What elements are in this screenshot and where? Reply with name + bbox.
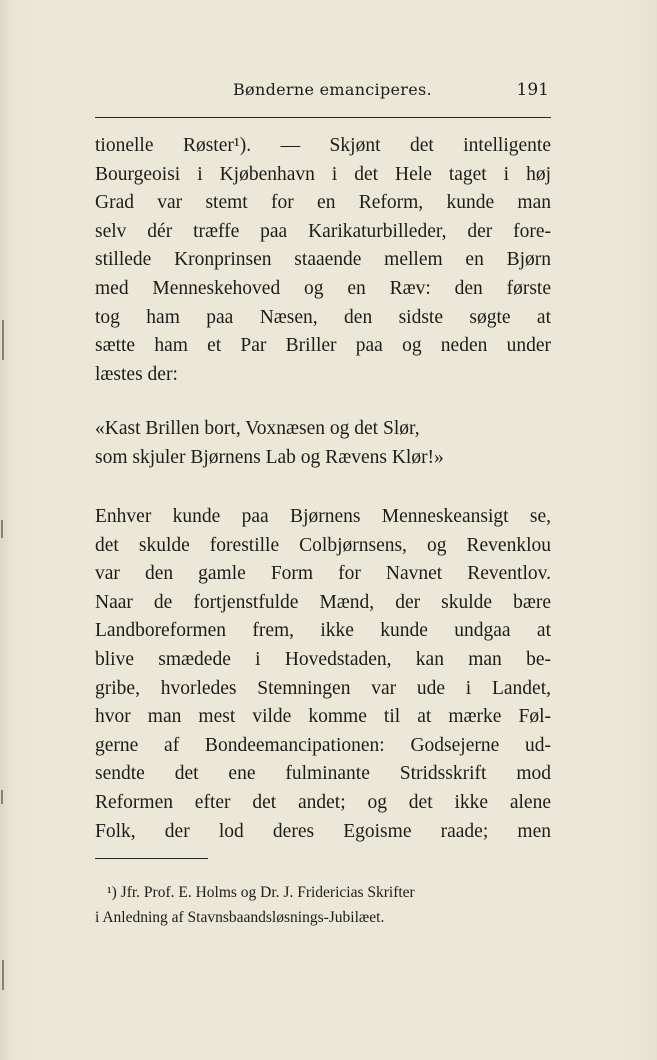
footnote-line: i Anledning af Stavnsbaandsløsnings-Jubilæet. bbox=[95, 909, 385, 926]
verse-quote bbox=[95, 415, 515, 472]
text-line: Grad var stemt for en Reform, kunde man bbox=[95, 192, 551, 214]
page-edge-mark bbox=[1, 520, 3, 538]
footnote bbox=[95, 880, 551, 930]
text-line: gerne af Bondeemancipationen: Godsejerne ud- bbox=[95, 734, 551, 756]
text-line: Naar de fortjenstfulde Mænd, der skulde bære bbox=[95, 591, 551, 613]
page-header bbox=[95, 80, 551, 106]
page-number: 191 bbox=[516, 80, 549, 100]
footnote-rule bbox=[95, 858, 208, 859]
page-edge-mark bbox=[1, 790, 3, 804]
page-edge-mark bbox=[2, 320, 4, 360]
text-line: selv dér træffe paa Karikaturbilleder, der fore- bbox=[95, 220, 551, 242]
text-line: læstes der: bbox=[95, 363, 178, 385]
text-line: det skulde forestille Colbjørnsens, og Revenklou bbox=[95, 534, 551, 556]
text-line: hvor man mest vilde komme til at mærke Føl- bbox=[95, 706, 551, 728]
text-line: sendte det ene fulminante Stridsskrift mod bbox=[95, 763, 551, 785]
footnote-line: ¹) Jfr. Prof. E. Holms og Dr. J. Fridericias Skrifter bbox=[107, 884, 415, 901]
text-line: Enhver kunde paa Bjørnens Menneskeansigt se, bbox=[95, 506, 551, 527]
text-line: Bourgeoisi i Kjøbenhavn i det Hele taget i høj bbox=[95, 163, 551, 185]
paragraph-1 bbox=[95, 132, 551, 389]
page-edge-mark bbox=[2, 960, 4, 990]
text-line: Folk, der lod deres Egoisme raade; men bbox=[95, 820, 551, 842]
text-line: Landboreformen frem, ikke kunde undgaa at bbox=[95, 620, 551, 642]
verse-line: «Kast Brillen bort, Voxnæsen og det Slør, bbox=[95, 418, 420, 439]
running-title: Bønderne emanciperes. bbox=[233, 80, 432, 99]
text-line: gribe, hvorledes Stemningen var ude i Landet, bbox=[95, 677, 551, 699]
text-line: tionelle Røster¹). — Skjønt det intelligente bbox=[95, 135, 551, 156]
text-line: blive smædede i Hovedstaden, kan man be- bbox=[95, 648, 551, 670]
text-line: med Menneskehoved og en Ræv: den første bbox=[95, 277, 551, 299]
text-line: stillede Kronprinsen staaende mellem en Bjørn bbox=[95, 249, 551, 271]
header-rule bbox=[95, 117, 551, 118]
text-line: var den gamle Form for Navnet Reventlov. bbox=[95, 563, 551, 585]
text-line: sætte ham et Par Briller paa og neden under bbox=[95, 335, 551, 357]
text-line: tog ham paa Næsen, den sidste søgte at bbox=[95, 306, 551, 328]
verse-line: som skjuler Bjørnens Lab og Rævens Klør!» bbox=[95, 446, 444, 468]
paragraph-2 bbox=[95, 503, 551, 846]
text-line: Reformen efter det andet; og det ikke alene bbox=[95, 791, 551, 813]
